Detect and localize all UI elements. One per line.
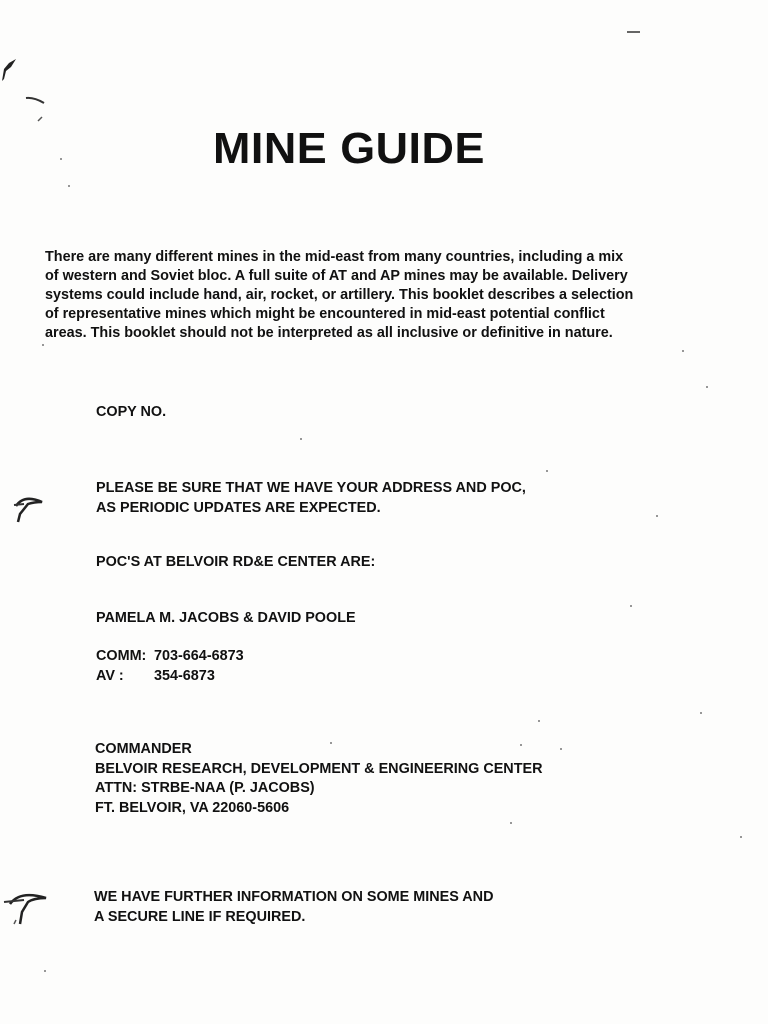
- address-line: FT. BELVOIR, VA 22060-5606: [95, 799, 290, 816]
- address-line: BELVOIR RESEARCH, DEVELOPMENT & ENGINEERING CENTER: [95, 760, 543, 777]
- intro-line: of representative mines which might be encountered in mid-east potential conflict: [45, 306, 605, 322]
- intro-line: There are many different mines in the mid-east from many countries, including a mix: [45, 249, 624, 265]
- address-notice-line: PLEASE BE SURE THAT WE HAVE YOUR ADDRESS AND POC,: [96, 480, 526, 496]
- intro-line: areas. This booklet should not be interpreted as all inclusive or definitive in nature.: [45, 325, 613, 341]
- address-line: ATTN: STRBE-NAA (P. JACOBS): [95, 780, 315, 796]
- address-line: COMMANDER: [95, 741, 192, 757]
- intro-paragraph: [45, 248, 705, 343]
- contact-label: AV :: [96, 667, 124, 684]
- scan-mark-top-right: [626, 28, 642, 36]
- further-info-line: A SECURE LINE IF REQUIRED.: [94, 908, 306, 925]
- scan-mark-top-left: [0, 55, 24, 85]
- contact-row-comm: [96, 647, 244, 667]
- intro-line: systems could include hand, air, rocket, or artillery. This booklet describes a selection: [45, 287, 634, 303]
- contact-numbers: [96, 647, 244, 686]
- intro-line: of western and Soviet bloc. A full suite of AT and AP mines may be available. Delivery: [45, 268, 628, 284]
- contact-value: 354-6873: [154, 667, 215, 684]
- poc-names-block: [96, 609, 356, 629]
- copy-number-label: COPY NO.: [96, 404, 167, 420]
- address-notice-line: AS PERIODIC UPDATES ARE EXPECTED.: [96, 499, 381, 516]
- copy-number-block: [96, 403, 166, 423]
- address-notice: [96, 479, 526, 518]
- further-info-line: WE HAVE FURTHER INFORMATION ON SOME MINES AND: [94, 889, 494, 905]
- scan-mark-left-upper: [24, 95, 50, 135]
- further-info-notice: [94, 888, 493, 927]
- contact-row-av: [96, 667, 244, 687]
- poc-names: PAMELA M. JACOBS & DAVID POOLE: [96, 610, 356, 626]
- contact-value: 703-664-6873: [154, 648, 244, 664]
- contact-label: COMM:: [96, 648, 147, 664]
- mailing-address: [95, 740, 543, 818]
- scan-mark-left-lower: [2, 890, 48, 930]
- poc-heading: POC'S AT BELVOIR RD&E CENTER ARE:: [96, 554, 376, 570]
- page-title: MINE GUIDE: [213, 124, 485, 173]
- scan-mark-left-middle: [10, 492, 46, 524]
- poc-heading-block: [96, 553, 375, 573]
